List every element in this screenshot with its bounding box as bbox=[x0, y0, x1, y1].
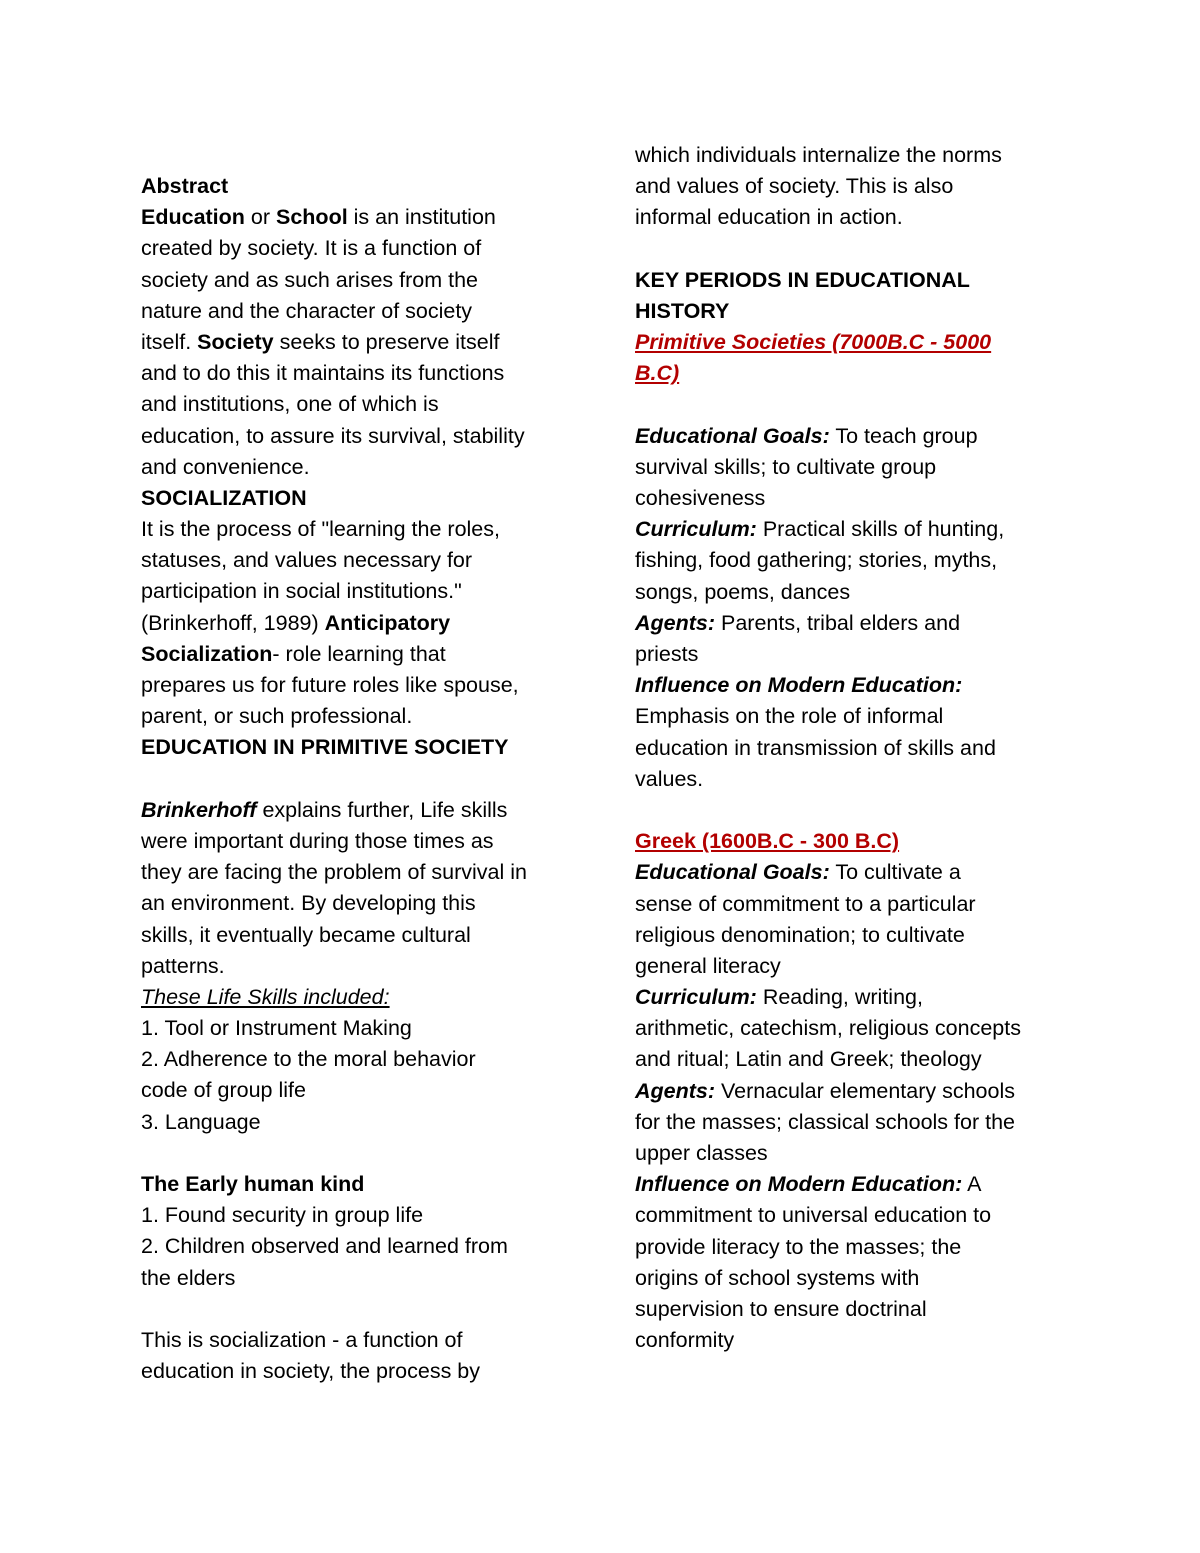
socialization-line-3: participation in social institutions." bbox=[141, 579, 462, 604]
primitive-societies-title-cont: B.C) bbox=[635, 361, 680, 386]
greek-goals-line: general literacy bbox=[635, 953, 781, 978]
spacer bbox=[635, 234, 1075, 265]
greek-goals-line: Educational Goals: To cultivate a bbox=[635, 860, 961, 885]
greek-curriculum-line: Curriculum: Reading, writing, bbox=[635, 985, 923, 1010]
greek-curriculum-line: arithmetic, catechism, religious concepts bbox=[635, 1016, 1021, 1041]
intro-line-1: Education or School is an institution bbox=[141, 205, 496, 230]
life-skills-heading: These Life Skills included: bbox=[141, 984, 390, 1009]
socialization-line-2: statuses, and values necessary for bbox=[141, 548, 473, 573]
intro-line-9: and convenience. bbox=[141, 454, 310, 479]
greek-curriculum-line: and ritual; Latin and Greek; theology bbox=[635, 1047, 982, 1072]
spacer bbox=[141, 764, 581, 795]
list-item: 2. Children observed and learned from bbox=[141, 1234, 508, 1259]
continuation-line-1: which individuals internalize the norms bbox=[635, 143, 1002, 167]
socialization-heading: SOCIALIZATION bbox=[141, 485, 307, 510]
brinkerhoff-line-5: skills, it eventually became cultural bbox=[141, 922, 471, 947]
greek-agents-line: for the masses; classical schools for the bbox=[635, 1109, 1015, 1134]
socialization-line-7: parent, or such professional. bbox=[141, 704, 413, 729]
intro-line-7: and institutions, one of which is bbox=[141, 392, 439, 417]
primitive-agents-line: Agents: Parents, tribal elders and bbox=[635, 610, 961, 635]
list-item: 3. Language bbox=[141, 1109, 261, 1134]
socialization-line-6: prepares us for future roles like spouse, bbox=[141, 673, 519, 697]
spacer bbox=[635, 795, 1075, 826]
primitive-influence-line: values. bbox=[635, 766, 704, 791]
spacer bbox=[635, 390, 1075, 421]
primitive-agents-line: priests bbox=[635, 642, 699, 666]
primitive-goals-line: cohesiveness bbox=[635, 486, 766, 511]
socialization-line-5: Socialization- role learning that bbox=[141, 641, 446, 666]
brinkerhoff-line-3: they are facing the problem of survival in bbox=[141, 860, 528, 885]
primitive-curriculum-line: songs, poems, dances bbox=[635, 579, 851, 604]
closing-line-2: education in society, the process by bbox=[141, 1359, 481, 1384]
spacer bbox=[141, 1294, 581, 1325]
socialization-line-4: (Brinkerhoff, 1989) Anticipatory bbox=[141, 610, 451, 635]
primitive-goals-line: Educational Goals: To teach group bbox=[635, 423, 978, 448]
intro-line-5: itself. Society seeks to preserve itself bbox=[141, 329, 500, 354]
list-item-continuation: code of group life bbox=[141, 1078, 306, 1103]
primitive-influence-label: Influence on Modern Education: bbox=[635, 673, 963, 698]
greek-influence-line: provide literacy to the masses; the bbox=[635, 1234, 962, 1259]
intro-line-3: society and as such arises from the bbox=[141, 267, 478, 292]
intro-line-6: and to do this it maintains its functions bbox=[141, 361, 505, 386]
greek-influence-line: conformity bbox=[635, 1328, 735, 1353]
list-item: 1. Tool or Instrument Making bbox=[141, 1016, 412, 1041]
brinkerhoff-line-4: an environment. By developing this bbox=[141, 891, 476, 916]
closing-line-1: This is socialization - a function of bbox=[141, 1327, 463, 1352]
continuation-line-2: and values of society. This is also bbox=[635, 174, 954, 199]
primitive-curriculum-line: Curriculum: Practical skills of hunting, bbox=[635, 517, 1005, 542]
intro-line-4: nature and the character of society bbox=[141, 298, 473, 323]
greek-influence-line: commitment to universal education to bbox=[635, 1203, 992, 1228]
greek-goals-line: sense of commitment to a particular bbox=[635, 891, 976, 916]
key-periods-heading: KEY PERIODS IN EDUCATIONAL bbox=[635, 267, 970, 292]
list-item: 2. Adherence to the moral behavior bbox=[141, 1047, 476, 1072]
brinkerhoff-line-2: were important during those times as bbox=[141, 828, 494, 853]
abstract-heading: Abstract bbox=[141, 174, 229, 198]
right-column bbox=[635, 140, 1075, 1356]
socialization-line-1: It is the process of "learning the roles, bbox=[141, 517, 500, 542]
brinkerhoff-line-6: patterns. bbox=[141, 953, 225, 978]
greek-influence-line: supervision to ensure doctrinal bbox=[635, 1296, 927, 1321]
primitive-curriculum-line: fishing, food gathering; stories, myths, bbox=[635, 548, 998, 573]
intro-line-8: education, to assure its survival, stability bbox=[141, 423, 525, 448]
primitive-goals-line: survival skills; to cultivate group bbox=[635, 454, 937, 479]
list-item-continuation: the elders bbox=[141, 1265, 236, 1290]
primitive-influence-line: Emphasis on the role of informal bbox=[635, 704, 944, 729]
left-column bbox=[141, 171, 581, 1387]
greek-influence-line: origins of school systems with bbox=[635, 1265, 920, 1290]
early-humankind-heading: The Early human kind bbox=[141, 1172, 365, 1196]
continuation-line-3: informal education in action. bbox=[635, 205, 903, 230]
key-periods-heading-cont: HISTORY bbox=[635, 298, 730, 323]
greek-goals-line: religious denomination; to cultivate bbox=[635, 922, 965, 947]
primitive-influence-line: education in transmission of skills and bbox=[635, 735, 996, 760]
brinkerhoff-line-1: Brinkerhoff explains further, Life skills bbox=[141, 797, 508, 822]
primitive-society-heading: EDUCATION IN PRIMITIVE SOCIETY bbox=[141, 735, 509, 760]
greek-agents-line: upper classes bbox=[635, 1141, 768, 1165]
spacer bbox=[141, 1138, 581, 1169]
greek-title: Greek (1600B.C - 300 B.C) bbox=[635, 829, 900, 854]
greek-influence-line: Influence on Modern Education: A bbox=[635, 1172, 982, 1197]
list-item: 1. Found security in group life bbox=[141, 1203, 424, 1228]
intro-line-2: created by society. It is a function of bbox=[141, 236, 482, 261]
primitive-societies-title: Primitive Societies (7000B.C - 5000 bbox=[635, 330, 992, 355]
greek-agents-line: Agents: Vernacular elementary schools bbox=[635, 1078, 1015, 1103]
